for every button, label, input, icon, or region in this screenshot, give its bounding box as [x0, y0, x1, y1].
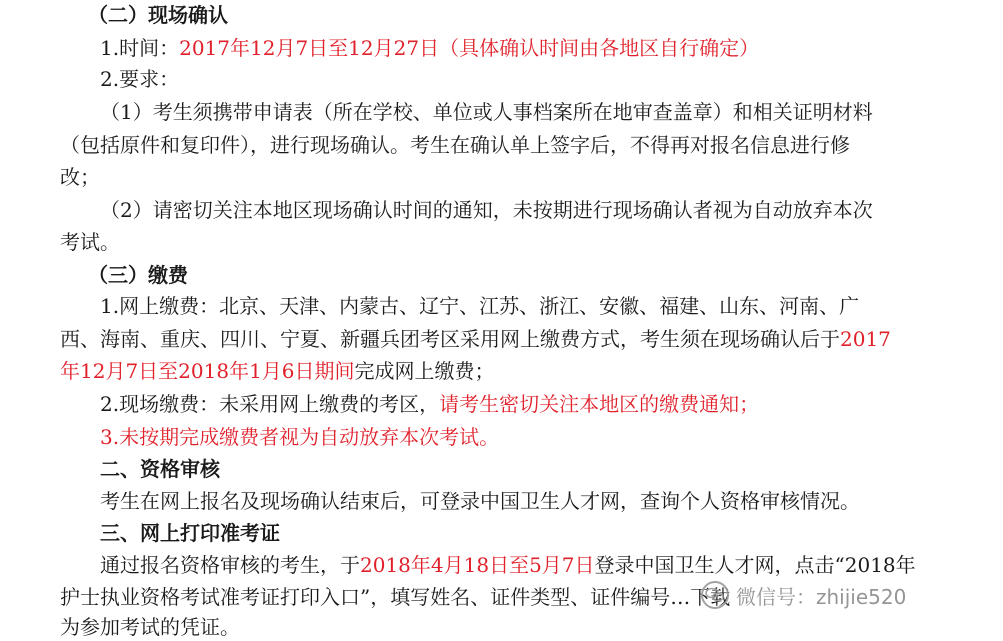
fee-onsite-label: 2.现场缴费：未采用网上缴费的考区，	[100, 392, 440, 416]
watermark	[700, 578, 906, 612]
print-line1-text-a: 通过报名资格审核的考生，于	[100, 553, 360, 577]
fee-online-period: 年12月7日至2018年1月6日期间	[60, 359, 355, 383]
fee-online-line2-text: 西、海南、重庆、四川、宁夏、新疆兵团考区采用网上缴费方式，考生须在现场确认后于	[60, 327, 840, 351]
fee-item3: 3.未按期完成缴费者视为自动放弃本次考试。	[100, 425, 500, 449]
print-line2: 护士执业资格考试准考证打印入口”，填写姓名、证件类型、证件编号…下载	[60, 585, 731, 609]
confirm-req2-line1: （2）请密切关注本地区现场确认时间的通知，未按期进行现场确认者视为自动放弃本次	[100, 198, 873, 222]
fee-online-line2	[60, 326, 891, 352]
fee-online-line1: 1.网上缴费：北京、天津、内蒙古、辽宁、江苏、浙江、安徽、福建、山东、河南、广	[100, 294, 860, 318]
confirm-req2-line2: 考试。	[60, 230, 120, 254]
fee-online-line2-red: 2017	[840, 327, 891, 351]
fee-online-line3-text: 完成网上缴费；	[354, 359, 495, 383]
section-heading-print: 三、网上打印准考证	[100, 521, 280, 545]
watermark-text: 微信号：zhijie520	[736, 584, 907, 609]
print-line1-text-b: 登录中国卫生人才网，点击“2018年	[594, 553, 916, 577]
section-heading-fee: （三）缴费	[88, 263, 188, 287]
confirm-req-label: 2.要求：	[100, 67, 180, 91]
print-line1-date: 2018年4月18日至5月7日	[360, 553, 595, 577]
confirm-req1-line2: （包括原件和复印件），进行现场确认。考生在确认单上签字后，不得再对报名信息进行修	[60, 133, 850, 157]
fee-onsite-notice: 请考生密切关注本地区的缴费通知；	[439, 392, 760, 416]
section-heading-confirm: （二）现场确认	[88, 3, 228, 27]
print-line3: 为参加考试的凭证。	[60, 615, 240, 639]
fee-onsite-line	[100, 391, 759, 417]
review-text: 考生在网上报名及现场确认结束后，可登录中国卫生人才网，查询个人资格审核情况。	[100, 489, 860, 513]
confirm-time-line	[100, 35, 759, 61]
confirm-time-label: 1.时间：	[100, 36, 180, 60]
section-heading-review: 二、资格审核	[100, 457, 220, 481]
confirm-req1-line3: 改；	[60, 165, 100, 189]
fee-online-line3	[60, 358, 495, 384]
print-line1	[100, 552, 916, 578]
confirm-req1-line1: （1）考生须携带申请表（所在学校、单位或人事档案所在地审查盖章）和相关证明材料	[100, 100, 873, 124]
confirm-time-value: 2017年12月7日至12月27日（具体确认时间由各地区自行确定）	[179, 36, 760, 60]
wechat-icon	[700, 580, 730, 610]
